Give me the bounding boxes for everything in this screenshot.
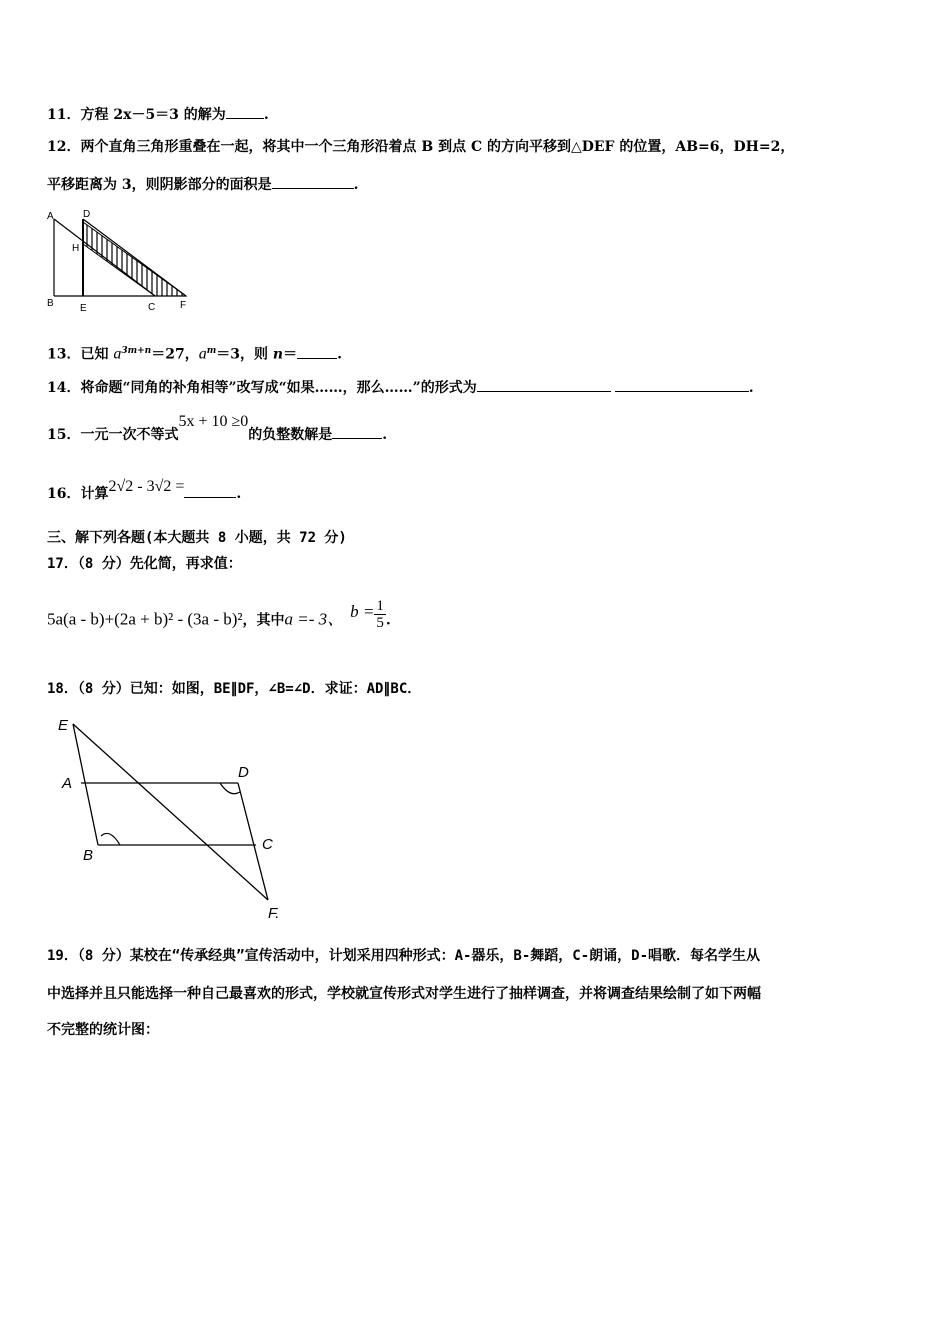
question-17-heading	[47, 555, 242, 573]
q16-answer-blank[interactable]	[184, 483, 236, 498]
q15-number: 15．	[47, 427, 81, 443]
q12-label-C: C	[148, 302, 156, 313]
q18-segment-EB	[73, 724, 98, 845]
question-12-line1	[47, 138, 794, 156]
q18-label-A: A	[62, 775, 73, 792]
q11-text: 方程 2x－5＝3 的解为	[80, 107, 226, 123]
q19-text-line3: 不完整的统计图：	[47, 1022, 159, 1038]
q17-b-fraction	[374, 598, 386, 631]
question-11	[47, 104, 269, 124]
q17-expression: 5a(a - b)+(2a + b)² - (3a - b)²	[47, 609, 243, 629]
q18-parallelogram-figure	[50, 712, 300, 924]
q13-base-2: a	[198, 345, 207, 363]
question-13	[47, 342, 342, 364]
q16-end: .	[236, 486, 242, 502]
q14-number: 14．	[47, 380, 81, 396]
section-3-title: 三、解下列各题(本大题共 8 小题，共 72 分)	[47, 530, 347, 546]
q17-b-lhs: b =	[350, 601, 375, 621]
q12-triangle-figure	[40, 205, 200, 317]
q13-value-2: ＝3，则	[216, 346, 273, 363]
q15-end: .	[382, 427, 388, 443]
q18-label-D: D	[238, 764, 249, 781]
q17-heading: 17．（8 分）先化简，再求值：	[47, 556, 242, 572]
q17-b-denominator: 5	[376, 615, 384, 631]
q18-angle-D-mark	[220, 783, 240, 794]
question-19-line2	[47, 985, 761, 1003]
question-16	[47, 478, 242, 503]
q13-equals: ＝	[283, 346, 298, 363]
q17-where: ，其中	[242, 612, 285, 629]
q16-number: 16．	[47, 486, 81, 502]
question-12-line2	[47, 174, 359, 194]
q15-suffix: 的负整数解是	[248, 427, 333, 443]
section-3-heading	[47, 529, 347, 547]
q12-segment-AC	[54, 219, 155, 296]
q11-answer-blank[interactable]	[226, 104, 264, 119]
q18-label-B: B	[83, 847, 94, 864]
question-18	[47, 680, 421, 698]
q16-prefix: 计算	[80, 486, 109, 502]
q13-end: .	[337, 346, 342, 363]
question-19-line1	[47, 947, 760, 965]
q12-text-line2: 平移距离为 3，则阴影部分的面积是	[47, 177, 272, 193]
q14-answer-blank-1[interactable]	[477, 377, 611, 392]
q13-prefix: 已知	[80, 346, 114, 363]
q11-number: 11．	[47, 107, 81, 123]
q12-label-D: D	[83, 209, 91, 220]
q13-exponent-1: 3m+n	[121, 346, 152, 356]
q18-segment-EF	[73, 724, 268, 900]
q12-number: 12．	[47, 139, 81, 155]
q13-number: 13．	[47, 346, 81, 363]
q12-label-H: H	[72, 243, 80, 254]
q16-expression: 2√2 - 3√2 =	[108, 478, 185, 495]
q18-label-C: C	[262, 836, 273, 853]
question-14	[47, 377, 754, 397]
q12-label-E: E	[80, 303, 87, 314]
q13-answer-blank[interactable]	[297, 344, 337, 359]
q14-text: 将命题“同角的补角相等”改写成“如果……，那么……”的形式为	[80, 380, 477, 396]
question-15	[47, 413, 388, 444]
q17-end: .	[385, 612, 391, 629]
q12-segment-DF	[83, 219, 186, 296]
q19-text-line1: 19．（8 分）某校在“传承经典”宣传活动中，计划采用四种形式：A-器乐，B-舞蹈，C-朗诵，D-唱歌．每名学生从	[47, 948, 760, 964]
q12-answer-blank[interactable]	[272, 174, 354, 189]
q15-prefix: 一元一次不等式	[80, 427, 179, 443]
q15-answer-blank[interactable]	[332, 424, 382, 439]
q18-angle-B-mark	[101, 833, 120, 845]
q12-label-B: B	[47, 298, 54, 309]
q14-end: .	[748, 380, 754, 396]
question-17-expression-line	[47, 598, 391, 637]
question-19-line3	[47, 1021, 159, 1039]
q13-variable: n	[272, 346, 284, 363]
q12-text-line1: 两个直角三角形重叠在一起，将其中一个三角形沿着点 B 到点 C 的方向平移到△DEF 的位置，AB=6，DH=2，	[80, 139, 795, 155]
q15-inequality: 5x + 10 ≥0	[178, 413, 249, 430]
q13-base-1: a	[113, 345, 122, 363]
q18-label-F: F.	[268, 905, 280, 922]
q11-end: .	[263, 107, 269, 123]
q17-a-value: a =- 3、	[284, 609, 345, 629]
q18-label-E: E	[58, 717, 69, 734]
q17-b-numerator: 1	[376, 598, 384, 614]
q19-text-line2: 中选择并且只能选择一种自己最喜欢的形式，学校就宣传形式对学生进行了抽样调查，并将调查结果绘制了如下两幅	[47, 986, 761, 1002]
q13-exponent-2: m	[206, 346, 217, 356]
q14-answer-blank-2[interactable]	[615, 377, 749, 392]
q13-value-1: ＝27，	[151, 346, 199, 363]
q12-label-A: A	[47, 211, 54, 222]
q12-label-F: F	[180, 300, 187, 311]
q12-end: .	[353, 177, 359, 193]
q18-text: 18．（8 分）已知：如图，BE∥DF，∠B=∠D．求证：AD∥BC．	[47, 681, 422, 697]
